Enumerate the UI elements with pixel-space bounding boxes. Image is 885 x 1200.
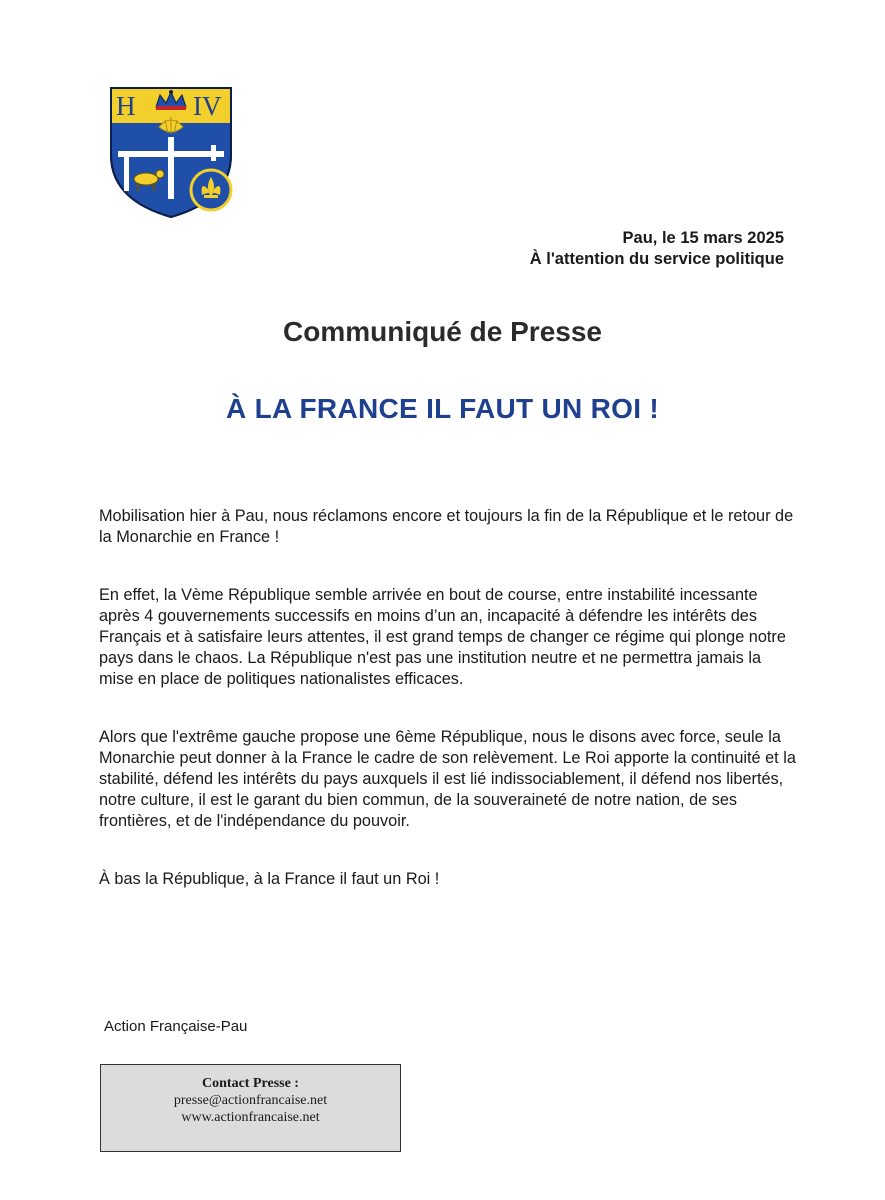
paragraph: En effet, la Vème République semble arrivée en bout de course, entre instabilité incessante après 4 gouvernements successifs en moins d’un an, incapacité à défendre les intérêts des Français et à satisfaire leurs attentes, il est grand temps de changer ce régime qui plonge notre pays dans le chaos. La République n'est pas une institution neutre et ne permettra jamais la mise en place de politiques nationalistes efficaces. bbox=[99, 586, 786, 688]
paragraph: Mobilisation hier à Pau, nous réclamons encore et toujours la fin de la République et le retour de la Monarchie en France ! bbox=[99, 507, 794, 546]
page-title: Communiqué de Presse bbox=[283, 316, 602, 347]
crest-letter-h: H bbox=[116, 91, 136, 121]
contact-email[interactable]: presse@actionfrancaise.net bbox=[173, 1093, 328, 1108]
paragraph: À bas la République, à la France il faut un Roi ! bbox=[99, 870, 440, 888]
paragraph: Alors que l'extrême gauche propose une 6ème République, nous le disons avec force, seule la Monarchie peut donner à la France le cadre de son relèvement. Le Roi apporte la continuité et la stabilité, défend les intérêts du pays auxquels il est lié indissociablement, il défend nos libertés, notre culture, il est le garant du bien commun, de la souveraineté de notre nation, de ses frontières, et de l'indépendance du pouvoir. bbox=[99, 728, 796, 830]
contact-title: Contact Presse : bbox=[202, 1076, 299, 1091]
fleur-de-lis-icon bbox=[191, 170, 231, 210]
header-block bbox=[530, 228, 784, 270]
contact-website[interactable]: www.actionfrancaise.net bbox=[181, 1110, 320, 1125]
body-text bbox=[99, 506, 799, 927]
place-date: Pau, le 15 mars 2025 bbox=[622, 229, 784, 247]
signature: Action Française-Pau bbox=[104, 1018, 248, 1035]
crest-letter-iv: IV bbox=[193, 91, 222, 121]
coat-of-arms-logo bbox=[108, 85, 238, 220]
attention-line: À l'attention du service politique bbox=[529, 250, 784, 268]
headline: À LA FRANCE IL FAUT UN ROI ! bbox=[225, 393, 660, 424]
contact-box bbox=[100, 1064, 401, 1152]
